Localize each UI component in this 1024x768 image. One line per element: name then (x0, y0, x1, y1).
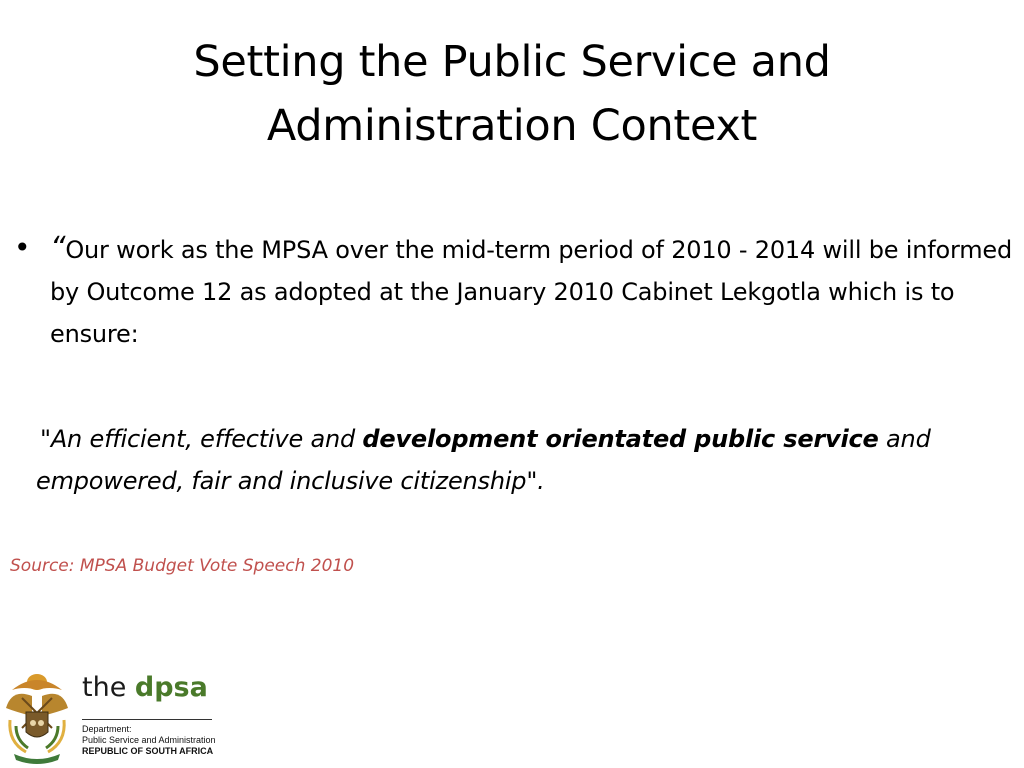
brand-the: the (82, 672, 135, 703)
slide-title-line-1: Setting the Public Service and (193, 37, 831, 87)
brand-name (82, 670, 208, 706)
bullet-text (50, 228, 1014, 355)
quote-bold-phrase: development orientated public service (362, 425, 879, 453)
bullet-point (14, 228, 1014, 355)
open-quote-mark: “ (50, 231, 66, 266)
quote-part-1: "An efficient, effective and (40, 425, 363, 453)
dept-line-3: REPUBLIC OF SOUTH AFRICA (82, 746, 214, 756)
coat-of-arms-icon (2, 668, 72, 764)
department-text (82, 724, 216, 757)
slide-title-line-2: Administration Context (266, 101, 758, 151)
quote-part-2: and empowered, fair and inclusive citizenship". (36, 425, 931, 495)
dept-line-1: Department: (82, 724, 132, 734)
outcome-quote (36, 418, 1021, 502)
dpsa-logo (2, 664, 222, 764)
source-citation: Source: MPSA Budget Vote Speech 2010 (10, 556, 355, 576)
bullet-body: Our work as the MPSA over the mid-term period of 2010 - 2014 will be informed by Outcome 12 as adopted at the January 2010 Cabinet Lekgotla which is to ensure: (50, 236, 1013, 348)
brand-divider (82, 719, 212, 720)
bullet-dot-icon: • (14, 231, 31, 264)
brand-dpsa: dpsa (134, 672, 208, 703)
dept-line-2: Public Service and Administration (82, 735, 216, 745)
slide-title (0, 30, 1024, 158)
